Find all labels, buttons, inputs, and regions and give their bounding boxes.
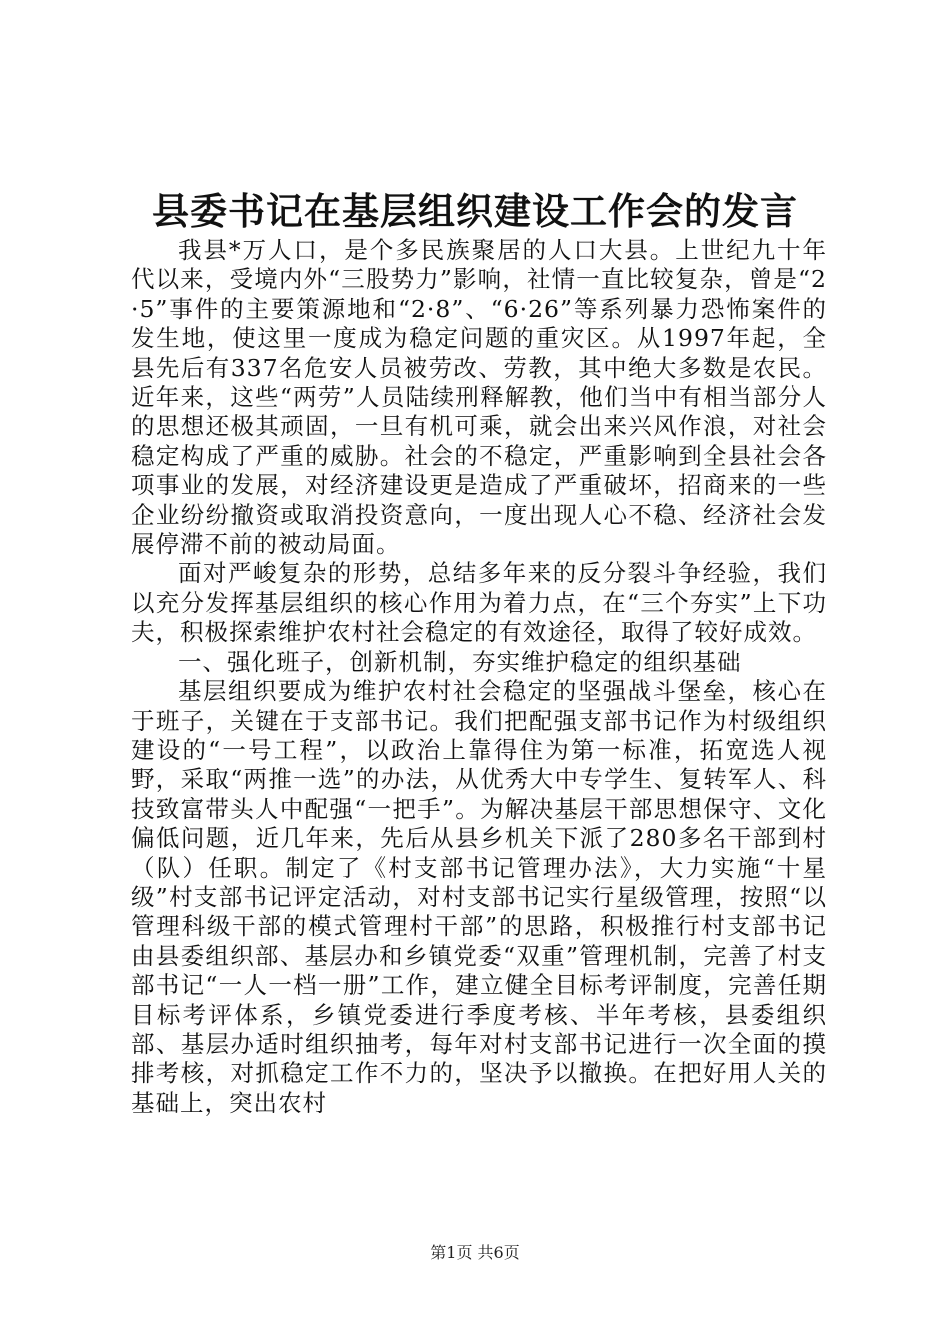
section-heading-1: 一、强化班子，创新机制，夯实维护稳定的组织基础 [178,647,742,676]
document-title: 县委书记在基层组织建设工作会的发言 [152,189,798,233]
page-number-footer: 第1页 共6页 [430,1243,520,1262]
paragraph-section-1: 基层组织要成为维护农村社会稳定的坚强战斗堡垒，核心在于班子，关键在于支部书记。我们把配强支部书记作为村级组织建设的“一号工程”，以政治上靠得住为第一标准，拓宽选人视野，采取“两推一选”的办法，从优秀大中专学生、复转军人、科技致富带头人中配强“一把手”。为解决基层干部思想保守、文化偏低问题，近几年来，先后从县乡机关下派了280多名干部到村（队）任职。制定了《村支部书记管理办法》，大力实施“十星级”村支部书记评定活动，对村支部书记实行星级管理，按照“以管理科级干部的模式管理村干部”的思路，积极推行村支部书记由县委组织部、基层办和乡镇党委“双重”管理机制，完善了村支部书记“一人一档一册”工作，建立健全目标考评制度，完善任期目标考评体系，乡镇党委进行季度考核、半年考核，县委组织部、基层办适时组织抽考，每年对村支部书记进行一次全面的摸排考核，对抓稳定工作不力的，坚决予以撤换。在把好用人关的基础上，突出农村 [131,677,827,1117]
document-body [131,236,827,1118]
paragraph-intro: 我县*万人口，是个多民族聚居的人口大县。上世纪九十年代以来，受境内外“三股势力”影响，社情一直比较复杂，曾是“2·5”事件的主要策源地和“2·8”、“6·26”等系列暴力恐怖案件的发生地，使这里一度成为稳定问题的重灾区。从1997年起，全县先后有337名危安人员被劳改、劳教，其中绝大多数是农民。近年来，这些“两劳”人员陆续刑释解教，他们当中有相当部分人的思想还极其顽固，一旦有机可乘，就会出来兴风作浪，对社会稳定构成了严重的威胁。社会的不稳定，严重影响到全县社会各项事业的发展，对经济建设更是造成了严重破坏，招商来的一些企业纷纷撤资或取消投资意向，一度出现人心不稳、经济社会发展停滞不前的被动局面。 [131,236,827,559]
paragraph-situation: 面对严峻复杂的形势，总结多年来的反分裂斗争经验，我们以充分发挥基层组织的核心作用为着力点，在“三个夯实”上下功夫，积极探索维护农村社会稳定的有效途径，取得了较好成效。 [131,559,827,647]
